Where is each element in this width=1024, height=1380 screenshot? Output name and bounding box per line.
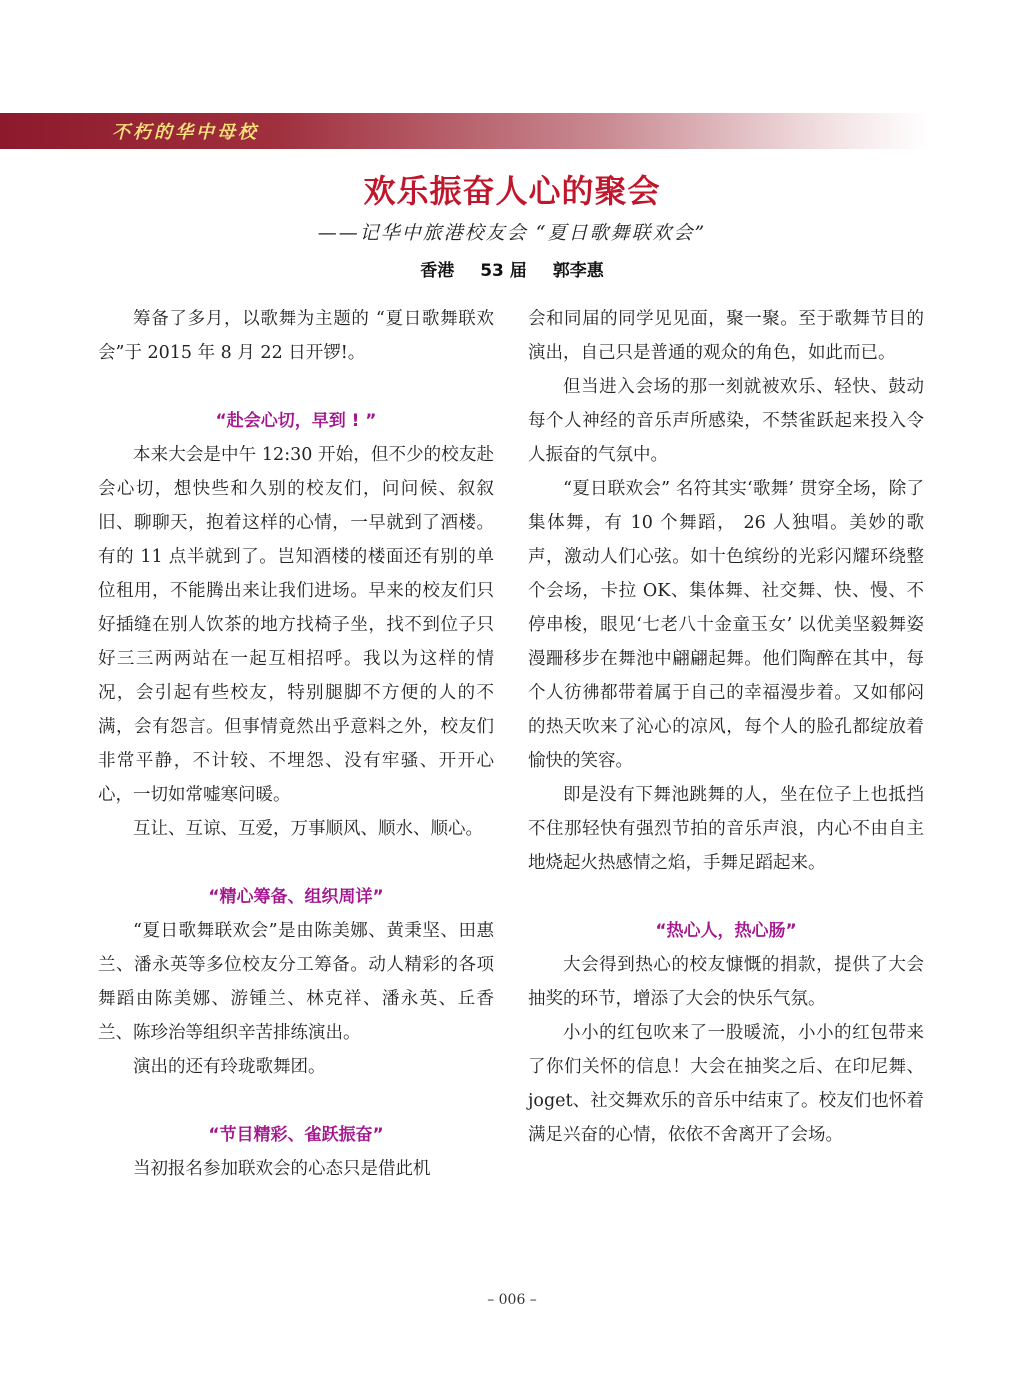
right-column: [528, 302, 924, 1152]
page-number: – 006 –: [487, 1292, 537, 1308]
section-heading: “精心筹备、组织周详”: [208, 887, 384, 907]
paragraph: “夏日联欢会” 名符其实‘歌舞’ 贯穿全场，除了集体舞，有 10 个舞蹈， 26 人独唱。美妙的歌声，激动人们心弦。如十色缤纷的光彩闪耀环绕整个会场，卡拉 OK、集体舞、社交舞、快、慢、不停串梭，眼见‘七老八十金童玉女’ 以优美坚毅舞姿漫跚移步在舞池中翩翩起舞。他们陶醉在其中，每个人彷彿都带着属于自己的幸福漫步着。又如郁闷的热天吹来了沁心的凉风，每个人的脸孔都绽放着愉快的笑容。: [528, 479, 924, 771]
section-banner: [0, 113, 930, 149]
paragraph: 本来大会是中午 12:30 开始，但不少的校友赴会心切，想快些和久别的校友们，问问候、叙叙旧、聊聊天，抱着这样的心情，一早就到了酒楼。有的 11 点半就到了。岂知酒楼的楼面还有别的单位租用，不能腾出来让我们进场。早来的校友们只好插缝在别人饮茶的地方找椅子坐，找不到位子只好三三两两站在一起互相招呼。我以为这样的情况，会引起有些校友，特别腿脚不方便的人的不满，会有怨言。但事情竟然出乎意料之外，校友们非常平静，不计较、不埋怨、没有牢骚、开开心心，一切如常嘘寒问暖。: [98, 445, 494, 805]
byline-location: 香港: [420, 261, 455, 281]
section-title: 不朽的华中母校: [112, 122, 259, 143]
paragraph: 小小的红包吹来了一股暖流，小小的红包带来了你们关怀的信息！大会在抽奖之后、在印尼舞、joget、社交舞欢乐的音乐中结束了。校友们也怀着满足兴奋的心情，依依不舍离开了会场。: [528, 1023, 924, 1145]
paragraph: 但当进入会场的那一刻就被欢乐、轻快、鼓动每个人神经的音乐声所感染，不禁雀跃起来投入令人振奋的气氛中。: [528, 377, 924, 465]
paragraph: 筹备了多月，以歌舞为主题的 “夏日歌舞联欢会”于 2015 年 8 月 22 日开锣!。: [98, 309, 494, 363]
paragraph: “夏日歌舞联欢会”是由陈美娜、黄秉坚、田惠兰、潘永英等多位校友分工筹备。动人精彩的各项舞蹈由陈美娜、游锺兰、林克祥、潘永英、丘香兰、陈珍治等组织辛苦排练演出。: [98, 921, 494, 1043]
paragraph: 互让、互谅、互爱，万事顺风、顺水、顺心。: [133, 819, 483, 839]
byline: [0, 256, 1024, 281]
section-heading: “赴会心切，早到 ! ”: [215, 411, 377, 431]
paragraph: 演出的还有玲珑歌舞团。: [133, 1057, 326, 1077]
article-subtitle: ——记华中旅港校友会 “夏日歌舞联欢会”: [317, 222, 707, 244]
paragraph: 即是没有下舞池跳舞的人，坐在位子上也抵挡不住那轻快有强烈节拍的音乐声浪，内心不由自主地烧起火热感情之焰，手舞足蹈起来。: [528, 785, 924, 873]
byline-author: 郭李惠: [552, 261, 604, 281]
byline-class: 53 届: [480, 261, 527, 281]
paragraph: 大会得到热心的校友慷慨的捐款，提供了大会抽奖的环节，增添了大会的快乐气氛。: [528, 955, 924, 1009]
left-column: [98, 302, 494, 1186]
paragraph: 会和同届的同学见见面，聚一聚。至于歌舞节目的演出，自己只是普通的观众的角色，如此而已。: [528, 309, 924, 363]
article-title: 欢乐振奋人心的聚会: [363, 172, 661, 210]
section-heading: “节目精彩、雀跃振奋”: [208, 1125, 384, 1145]
section-heading: “热心人，热心肠”: [655, 921, 797, 941]
paragraph: 当初报名参加联欢会的心态只是借此机: [133, 1159, 431, 1179]
